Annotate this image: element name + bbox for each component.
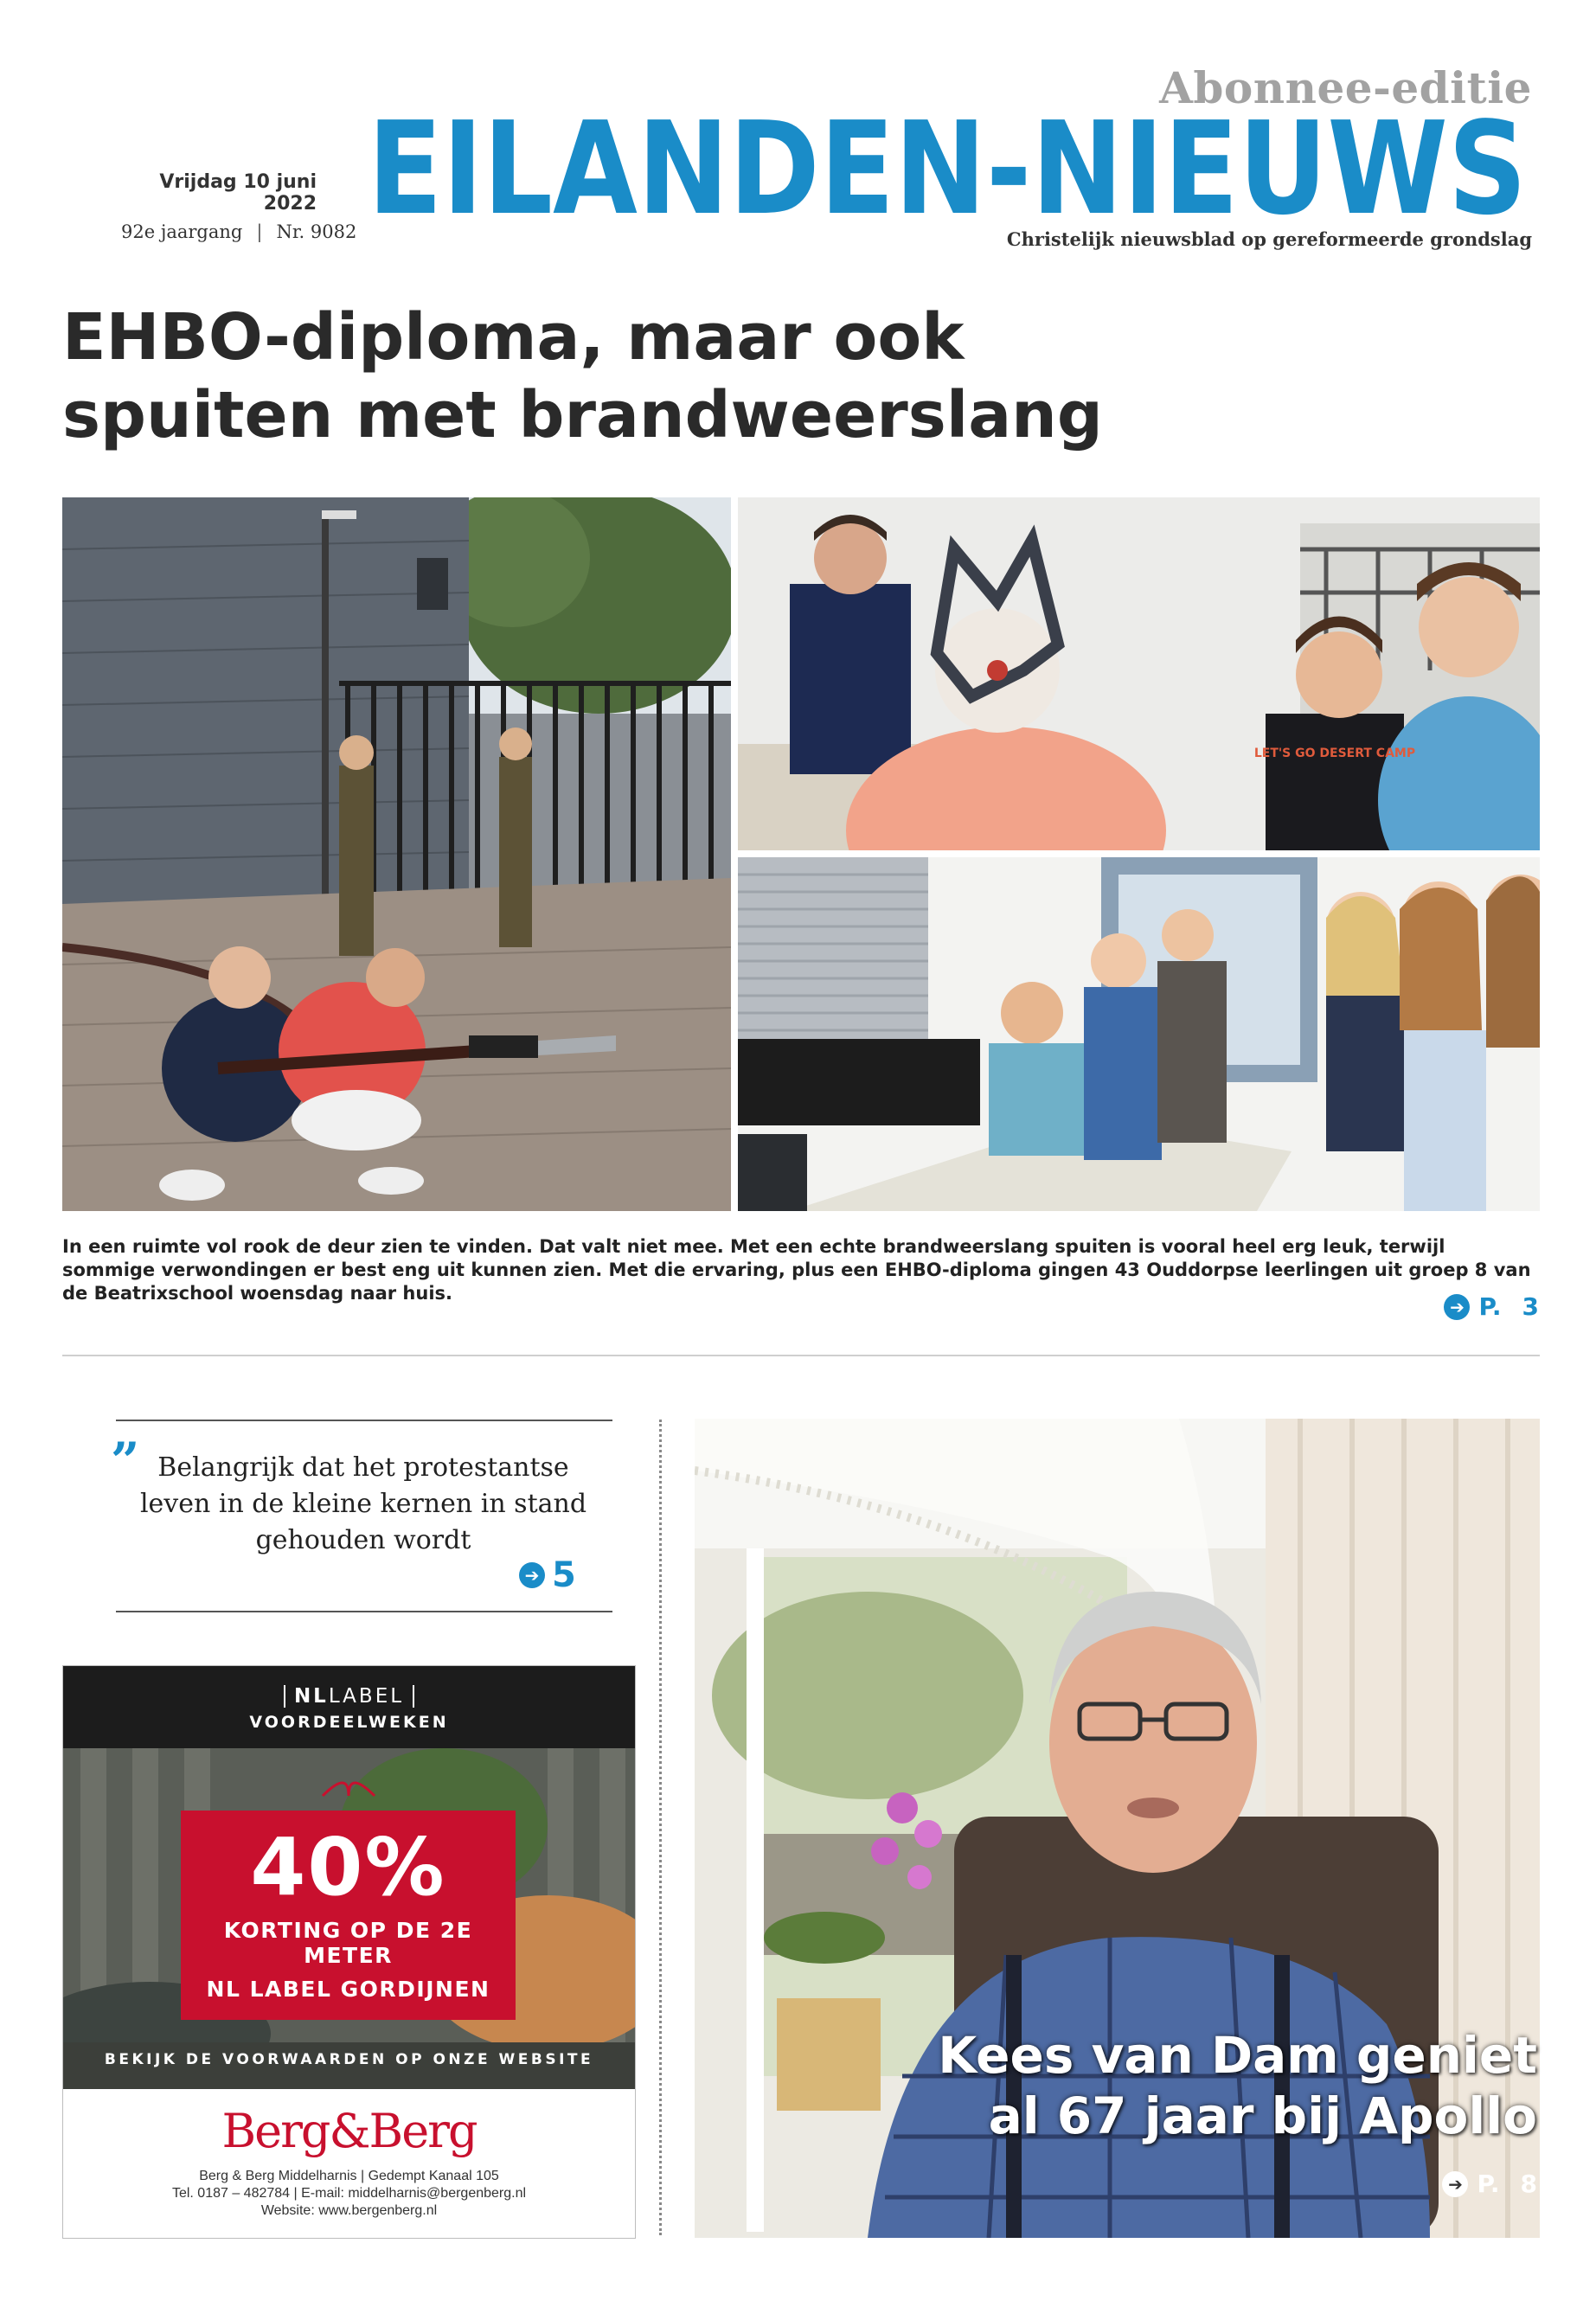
date-block: [121, 171, 357, 242]
headline-line-1: EHBO-diploma, maar ook: [62, 300, 965, 375]
store-website[interactable]: Website: www.bergenberg.nl: [260, 2203, 438, 2218]
feature-page-prefix: P.: [1477, 2170, 1500, 2198]
quote-text: Belangrijk dat het protestantse leven in de kleine kernen in stand gehouden wordt: [139, 1452, 587, 1555]
page-prefix: P.: [1478, 1292, 1502, 1321]
ad-brand-light: LABEL: [328, 1685, 405, 1708]
feature-title-line-1: Kees van Dam geniet: [938, 2026, 1537, 2085]
advertisement[interactable]: [62, 1665, 636, 2239]
volume-label: 92e jaargang: [121, 221, 243, 242]
newspaper-logo-text: EILANDEN-NIEUWS: [368, 112, 1527, 225]
feature-title-line-2: al 67 jaar bij Apollo: [988, 2086, 1537, 2145]
quote-mark-icon: ”: [111, 1432, 140, 1490]
tagline: Christelijk nieuwsblad op gereformeerde grondslag: [1006, 228, 1532, 250]
store-phone-email[interactable]: Tel. 0187 – 482784 | E-mail: middelharnis@bergenberg.nl: [171, 2186, 527, 2201]
photo-fire-hose-image: [62, 497, 731, 1211]
photo-first-aid-group-image: [738, 857, 1540, 1211]
newspaper-logo: [363, 112, 1531, 225]
ad-line-1: KORTING OP DE 2E METER: [223, 1918, 473, 1968]
section-divider: [62, 1355, 1540, 1356]
arrow-right-icon: ➔: [519, 1562, 545, 1588]
ad-conditions[interactable]: BEKIJK DE VOORWAARDEN OP ONZE WEBSITE: [104, 2051, 594, 2068]
arrow-right-icon: ➔: [1442, 2171, 1468, 2197]
feature-page-reference[interactable]: [1442, 2170, 1537, 2198]
quote-page-reference[interactable]: [519, 1555, 576, 1595]
arrow-right-icon: ➔: [1444, 1294, 1470, 1320]
store-logo: Berg&Berg: [221, 2104, 477, 2158]
ad-promo-box: [181, 1811, 516, 2020]
store-contact: [63, 2168, 635, 2220]
headline-line-2: spuiten met brandweerslang: [62, 378, 1103, 452]
publication-date: Vrijdag 10 juni 2022: [159, 171, 317, 215]
photo-first-aid-bandage[interactable]: [738, 497, 1540, 850]
page-number: 3: [1522, 1292, 1539, 1321]
ad-brand-bold: NL: [293, 1685, 329, 1708]
ad-header: [63, 1666, 635, 1748]
quote-rule-top: [116, 1420, 612, 1421]
ad-brand: [63, 1685, 635, 1708]
photo-fire-hose[interactable]: [62, 497, 731, 1211]
feature-page-number: 8: [1520, 2170, 1537, 2198]
edition-label: Abonnee-editie: [1159, 62, 1532, 113]
lead-page-reference[interactable]: [1444, 1292, 1539, 1321]
quote-rule-bottom: [116, 1611, 612, 1612]
column-divider: [659, 1420, 662, 2235]
lead-caption: In een ruimte vol rook de deur zien te vinden. Dat valt niet mee. Met een echte brandweerslang spuiten is vooral heel erg leuk, terwijl sommige verwondingen er best eng uit kunnen zien. Met die ervaring, plus een EHBO-diploma gingen 43 Ouddorpse leerlingen uit groep 8 van de Beatrixschool woensdag naar huis.: [62, 1236, 1531, 1304]
ad-line-2: NL LABEL GORDIJNEN: [206, 1977, 490, 2002]
store-address: Berg & Berg Middelharnis | Gedempt Kanaal 105: [199, 2169, 499, 2183]
ad-discount: 40%: [250, 1821, 446, 1913]
issue-info: [121, 221, 357, 242]
photo-first-aid-bandage-image: [738, 497, 1540, 850]
photo-first-aid-group[interactable]: [738, 857, 1540, 1211]
issue-separator: |: [256, 221, 263, 242]
feature-title[interactable]: [759, 2025, 1537, 2146]
photo-shirt-text: LET'S GO DESERT CAMP: [1253, 747, 1416, 760]
issue-number: Nr. 9082: [276, 221, 357, 242]
lead-headline[interactable]: [62, 298, 1187, 454]
quote-page-number: 5: [552, 1555, 576, 1595]
ad-campaign: VOORDEELWEKEN: [249, 1713, 449, 1732]
